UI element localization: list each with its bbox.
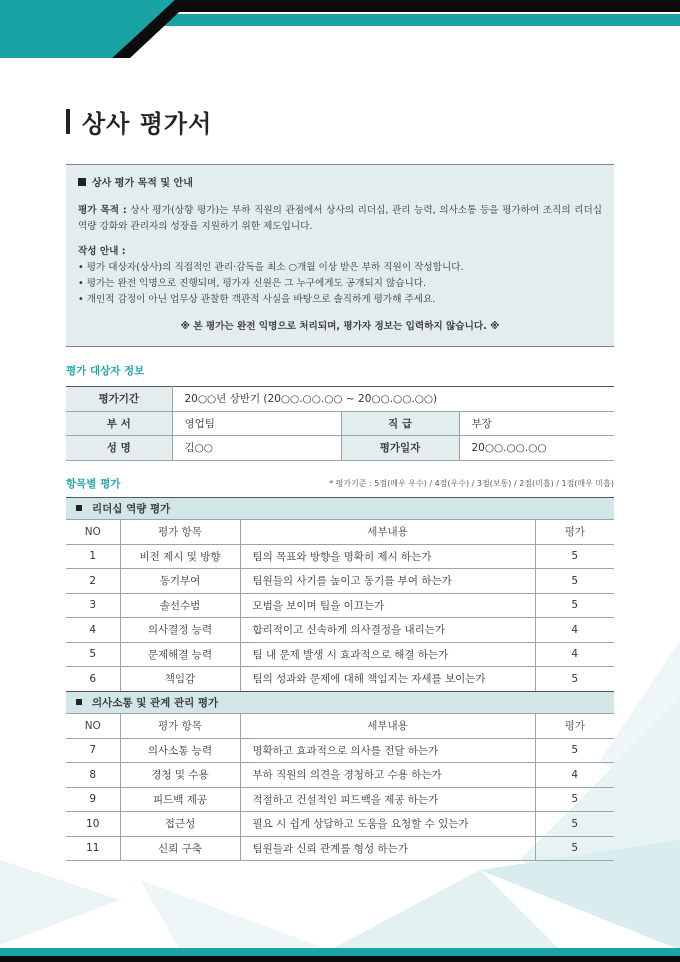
target-section-label: 평가 대상자 정보 [66,365,145,377]
dept-value: 영업팀 [172,411,341,436]
purpose-label: 평가 목적 : [78,205,127,216]
table-row [66,593,614,618]
header-no: NO [66,714,120,739]
info-row [66,387,614,412]
row-score[interactable]: 5 [535,812,614,837]
row-item: 동기부여 [120,569,240,594]
category-title [66,498,614,520]
row-item: 신뢰 구축 [120,836,240,861]
row-desc: 필요 시 쉽게 상담하고 도움을 요청할 수 있는가 [240,812,535,837]
evaluation-table-communication [66,691,614,861]
title-text: 상사 평가서 [82,110,213,138]
row-desc: 팀 내 문제 발생 시 효과적으로 해결 하는가 [240,642,535,667]
table-row [66,569,614,594]
header-score: 평가 [535,714,614,739]
category-title-text: 리더십 역량 평가 [92,503,171,515]
row-score[interactable]: 5 [535,667,614,692]
header-no: NO [66,520,120,545]
intro-heading [78,176,602,192]
row-no: 8 [66,763,120,788]
header-item: 평가 항목 [120,714,240,739]
info-row [66,436,614,461]
table-row [66,618,614,643]
row-no: 10 [66,812,120,837]
header-score: 평가 [535,520,614,545]
table-header-row [66,520,614,545]
category-title-text: 의사소통 및 관계 관리 평가 [92,697,219,709]
row-score[interactable]: 5 [535,593,614,618]
square-bullet-icon [76,699,82,705]
row-score[interactable]: 4 [535,763,614,788]
row-score[interactable]: 4 [535,642,614,667]
header-item: 평가 항목 [120,520,240,545]
category-row [66,498,614,520]
date-label: 평가일자 [341,436,459,461]
table-row [66,812,614,837]
row-item: 비전 제시 및 방향 [120,544,240,569]
square-bullet-icon [76,505,82,511]
guide-item: • 평가는 완전 익명으로 진행되며, 평가자 신원은 그 누구에게도 공개되지 않습니다. [78,276,602,292]
table-header-row [66,714,614,739]
guide-item: • 평가 대상자(상사)의 직접적인 관리·감독을 최소 ○개월 이상 받은 부하 직원이 작성합니다. [78,260,602,276]
row-score[interactable]: 4 [535,618,614,643]
period-label: 평가기간 [66,387,172,412]
row-desc: 팀원들의 사기를 높이고 동기를 부여 하는가 [240,569,535,594]
row-item: 접근성 [120,812,240,837]
row-item: 의사소통 능력 [120,738,240,763]
row-score[interactable]: 5 [535,544,614,569]
row-no: 7 [66,738,120,763]
row-item: 문제해결 능력 [120,642,240,667]
table-row [66,836,614,861]
table-row [66,787,614,812]
row-desc: 부하 직원의 의견을 경청하고 수용 하는가 [240,763,535,788]
table-row [66,667,614,692]
row-no: 2 [66,569,120,594]
header-desc: 세부내용 [240,520,535,545]
period-value: 20○○년 상반기 (20○○.○○.○○ ~ 20○○.○○.○○) [172,387,614,412]
scale-note: * 평가기준 : 5점(매우 우수) / 4점(우수) / 3점(보통) / 2점(미흡) / 1점(매우 미흡) [329,479,614,488]
row-score[interactable]: 5 [535,836,614,861]
intro-heading-text: 상사 평가 목적 및 안내 [92,178,193,189]
row-desc: 팀원들과 신뢰 관계를 형성 하는가 [240,836,535,861]
row-no: 6 [66,667,120,692]
row-item: 경청 및 수용 [120,763,240,788]
rank-label: 직 급 [341,411,459,436]
rank-value: 부장 [459,411,614,436]
row-item: 피드백 제공 [120,787,240,812]
row-desc: 명확하고 효과적으로 의사를 전달 하는가 [240,738,535,763]
row-no: 1 [66,544,120,569]
dept-label: 부 서 [66,411,172,436]
category-row [66,692,614,714]
row-score[interactable]: 5 [535,569,614,594]
evaluation-section-label: 항목별 평가 [66,478,121,490]
row-item: 책임감 [120,667,240,692]
row-no: 4 [66,618,120,643]
row-score[interactable]: 5 [535,787,614,812]
row-item: 솔선수범 [120,593,240,618]
table-row [66,544,614,569]
row-no: 3 [66,593,120,618]
category-title [66,692,614,714]
square-bullet-icon [78,178,86,186]
evaluation-table-leadership [66,497,614,692]
header-desc: 세부내용 [240,714,535,739]
page-title [66,104,212,139]
row-desc: 팀의 성과와 문제에 대해 책임지는 자세를 보이는가 [240,667,535,692]
name-value: 김○○ [172,436,341,461]
anonymity-note: ※ 본 평가는 완전 익명으로 처리되며, 평가자 정보는 입력하지 않습니다. ※ [180,321,500,332]
guide-title: 작성 안내 : [78,246,126,257]
date-value: 20○○.○○.○○ [459,436,614,461]
intro-box [66,164,614,347]
row-no: 5 [66,642,120,667]
purpose-text: 상사 평가(상향 평가)는 부하 직원의 관점에서 상사의 리더십, 관리 능력, 의사소통 등을 평가하여 조직의 리더십 역량 강화와 관리자의 성장을 지원하기 위한 제도입니다. [78,205,602,232]
row-no: 9 [66,787,120,812]
table-row [66,738,614,763]
info-row [66,411,614,436]
title-accent-bar [66,109,70,134]
row-item: 의사결정 능력 [120,618,240,643]
row-desc: 팀의 목표와 방향을 명확히 제시 하는가 [240,544,535,569]
name-label: 성 명 [66,436,172,461]
row-score[interactable]: 5 [535,738,614,763]
row-desc: 적절하고 건설적인 피드백을 제공 하는가 [240,787,535,812]
row-desc: 합리적이고 신속하게 의사결정을 내리는가 [240,618,535,643]
guide-item: • 개인적 감정이 아닌 업무상 관찰한 객관적 사실을 바탕으로 솔직하게 평가해 주세요. [78,292,602,308]
row-no: 11 [66,836,120,861]
target-info-table [66,386,614,461]
table-row [66,642,614,667]
table-row [66,763,614,788]
guide-list [78,260,602,308]
intro-purpose [78,203,602,235]
row-desc: 모범을 보이며 팀을 이끄는가 [240,593,535,618]
